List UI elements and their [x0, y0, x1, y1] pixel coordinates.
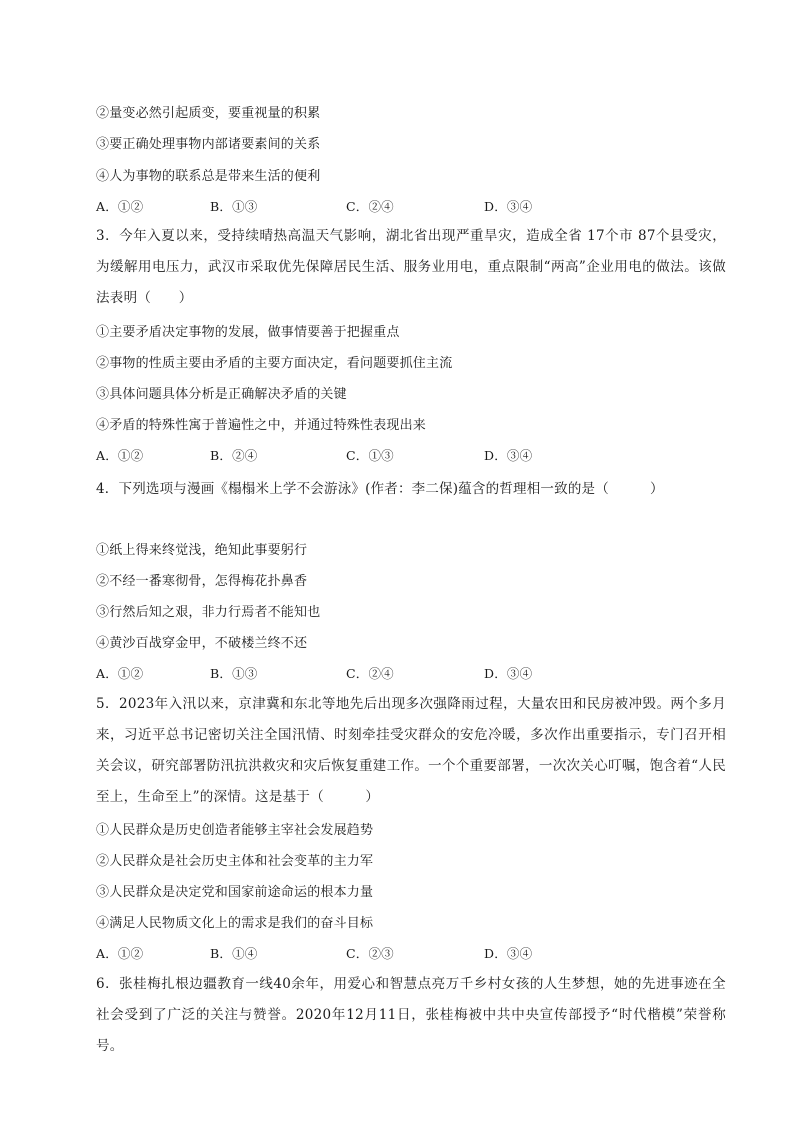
q4-item-4: ④黄沙百战穿金甲，不破楼兰终不还 — [96, 636, 308, 651]
q5-stem: 5．2023年入汛以来，京津冀和东北等地先后出现多次强降雨过程，大量农田和民房被冲毁。两个多月来，习近平总书记密切关注全国汛情、时刻牵挂受灾群众的安危冷暖，多次作出重要指示，专门召开相关会议，研究部署防汛抗洪救灾和灾后恢复重建工作。一个个重要部署，一次次关心叮嘱，饱含着“人民至上，生命至上”的深情。这是基于（ ） — [96, 696, 726, 805]
q5-item-3: ③人民群众是决定党和国家前途命运的根本力量 — [96, 885, 374, 900]
q4-item-1: ①纸上得来终觉浅，绝知此事要躬行 — [96, 543, 308, 558]
q4-option-d: D．③④ — [484, 666, 533, 681]
q5-option-c: C．②③ — [346, 946, 394, 961]
q4-item-3: ③行然后知之艰，非力行焉者不能知也 — [96, 605, 321, 620]
q5-option-b: B．①④ — [210, 946, 258, 961]
q3-item-4: ④矛盾的特殊性寓于普遍性之中，并通过特殊性表现出来 — [96, 418, 427, 433]
q2-item-2: ②量变必然引起质变，要重视量的积累 — [96, 106, 321, 121]
q2-option-b: B．①③ — [210, 199, 258, 214]
q2-item-4: ④人为事物的联系总是带来生活的便利 — [96, 169, 321, 184]
q4-item-2: ②不经一番寒彻骨，怎得梅花扑鼻香 — [96, 574, 308, 589]
q2-item-3: ③要正确处理事物内部诸要素间的关系 — [96, 137, 321, 152]
q3-option-d: D．③④ — [484, 448, 533, 463]
q4-option-c: C．②④ — [346, 666, 394, 681]
q3-item-1: ①主要矛盾决定事物的发展，做事情要善于把握重点 — [96, 325, 400, 340]
q3-stem: 3．今年入夏以来，受持续晴热高温天气影响，湖北省出现严重旱灾，造成全省 17个市 87个县受灾，为缓解用电压力，武汉市采取优先保障居民生活、服务业用电，重点限制“两高”企业用电的做法。该做法表明（ ） — [96, 228, 726, 306]
q3-option-c: C．①③ — [346, 448, 394, 463]
q4-option-a: A．①② — [96, 666, 144, 681]
q5-item-4: ④满足人民物质文化上的需求是我们的奋斗目标 — [96, 916, 374, 931]
q4-option-b: B．①③ — [210, 666, 258, 681]
q4-stem: 4．下列选项与漫画《榻榻米上学不会游泳》(作者：李二保)蕴含的哲理相一致的是（ ） — [96, 481, 664, 497]
q5-option-d: D．③④ — [484, 946, 533, 961]
q6-stem: 6．张桂梅扎根边疆教育一线40余年，用爱心和智慧点亮万千乡村女孩的人生梦想，她的先进事迹在全社会受到了广泛的关注与赞誉。2020年12月11日，张桂梅被中共中央宣传部授予“时代楷模”荣誉称号。 — [96, 976, 726, 1054]
q2-option-a: A．①② — [96, 199, 144, 214]
q5-item-2: ②人民群众是社会历史主体和社会变革的主力军 — [96, 854, 374, 869]
q2-option-c: C．②④ — [346, 199, 394, 214]
q3-option-a: A．①② — [96, 448, 144, 463]
q3-item-2: ②事物的性质主要由矛盾的主要方面决定，看问题要抓住主流 — [96, 356, 453, 371]
q5-option-a: A．①② — [96, 946, 144, 961]
q2-option-d: D．③④ — [484, 199, 533, 214]
q3-item-3: ③具体问题具体分析是正确解决矛盾的关键 — [96, 387, 347, 402]
q5-item-1: ①人民群众是历史创造者能够主宰社会发展趋势 — [96, 823, 374, 838]
q3-option-b: B．②④ — [210, 448, 258, 463]
